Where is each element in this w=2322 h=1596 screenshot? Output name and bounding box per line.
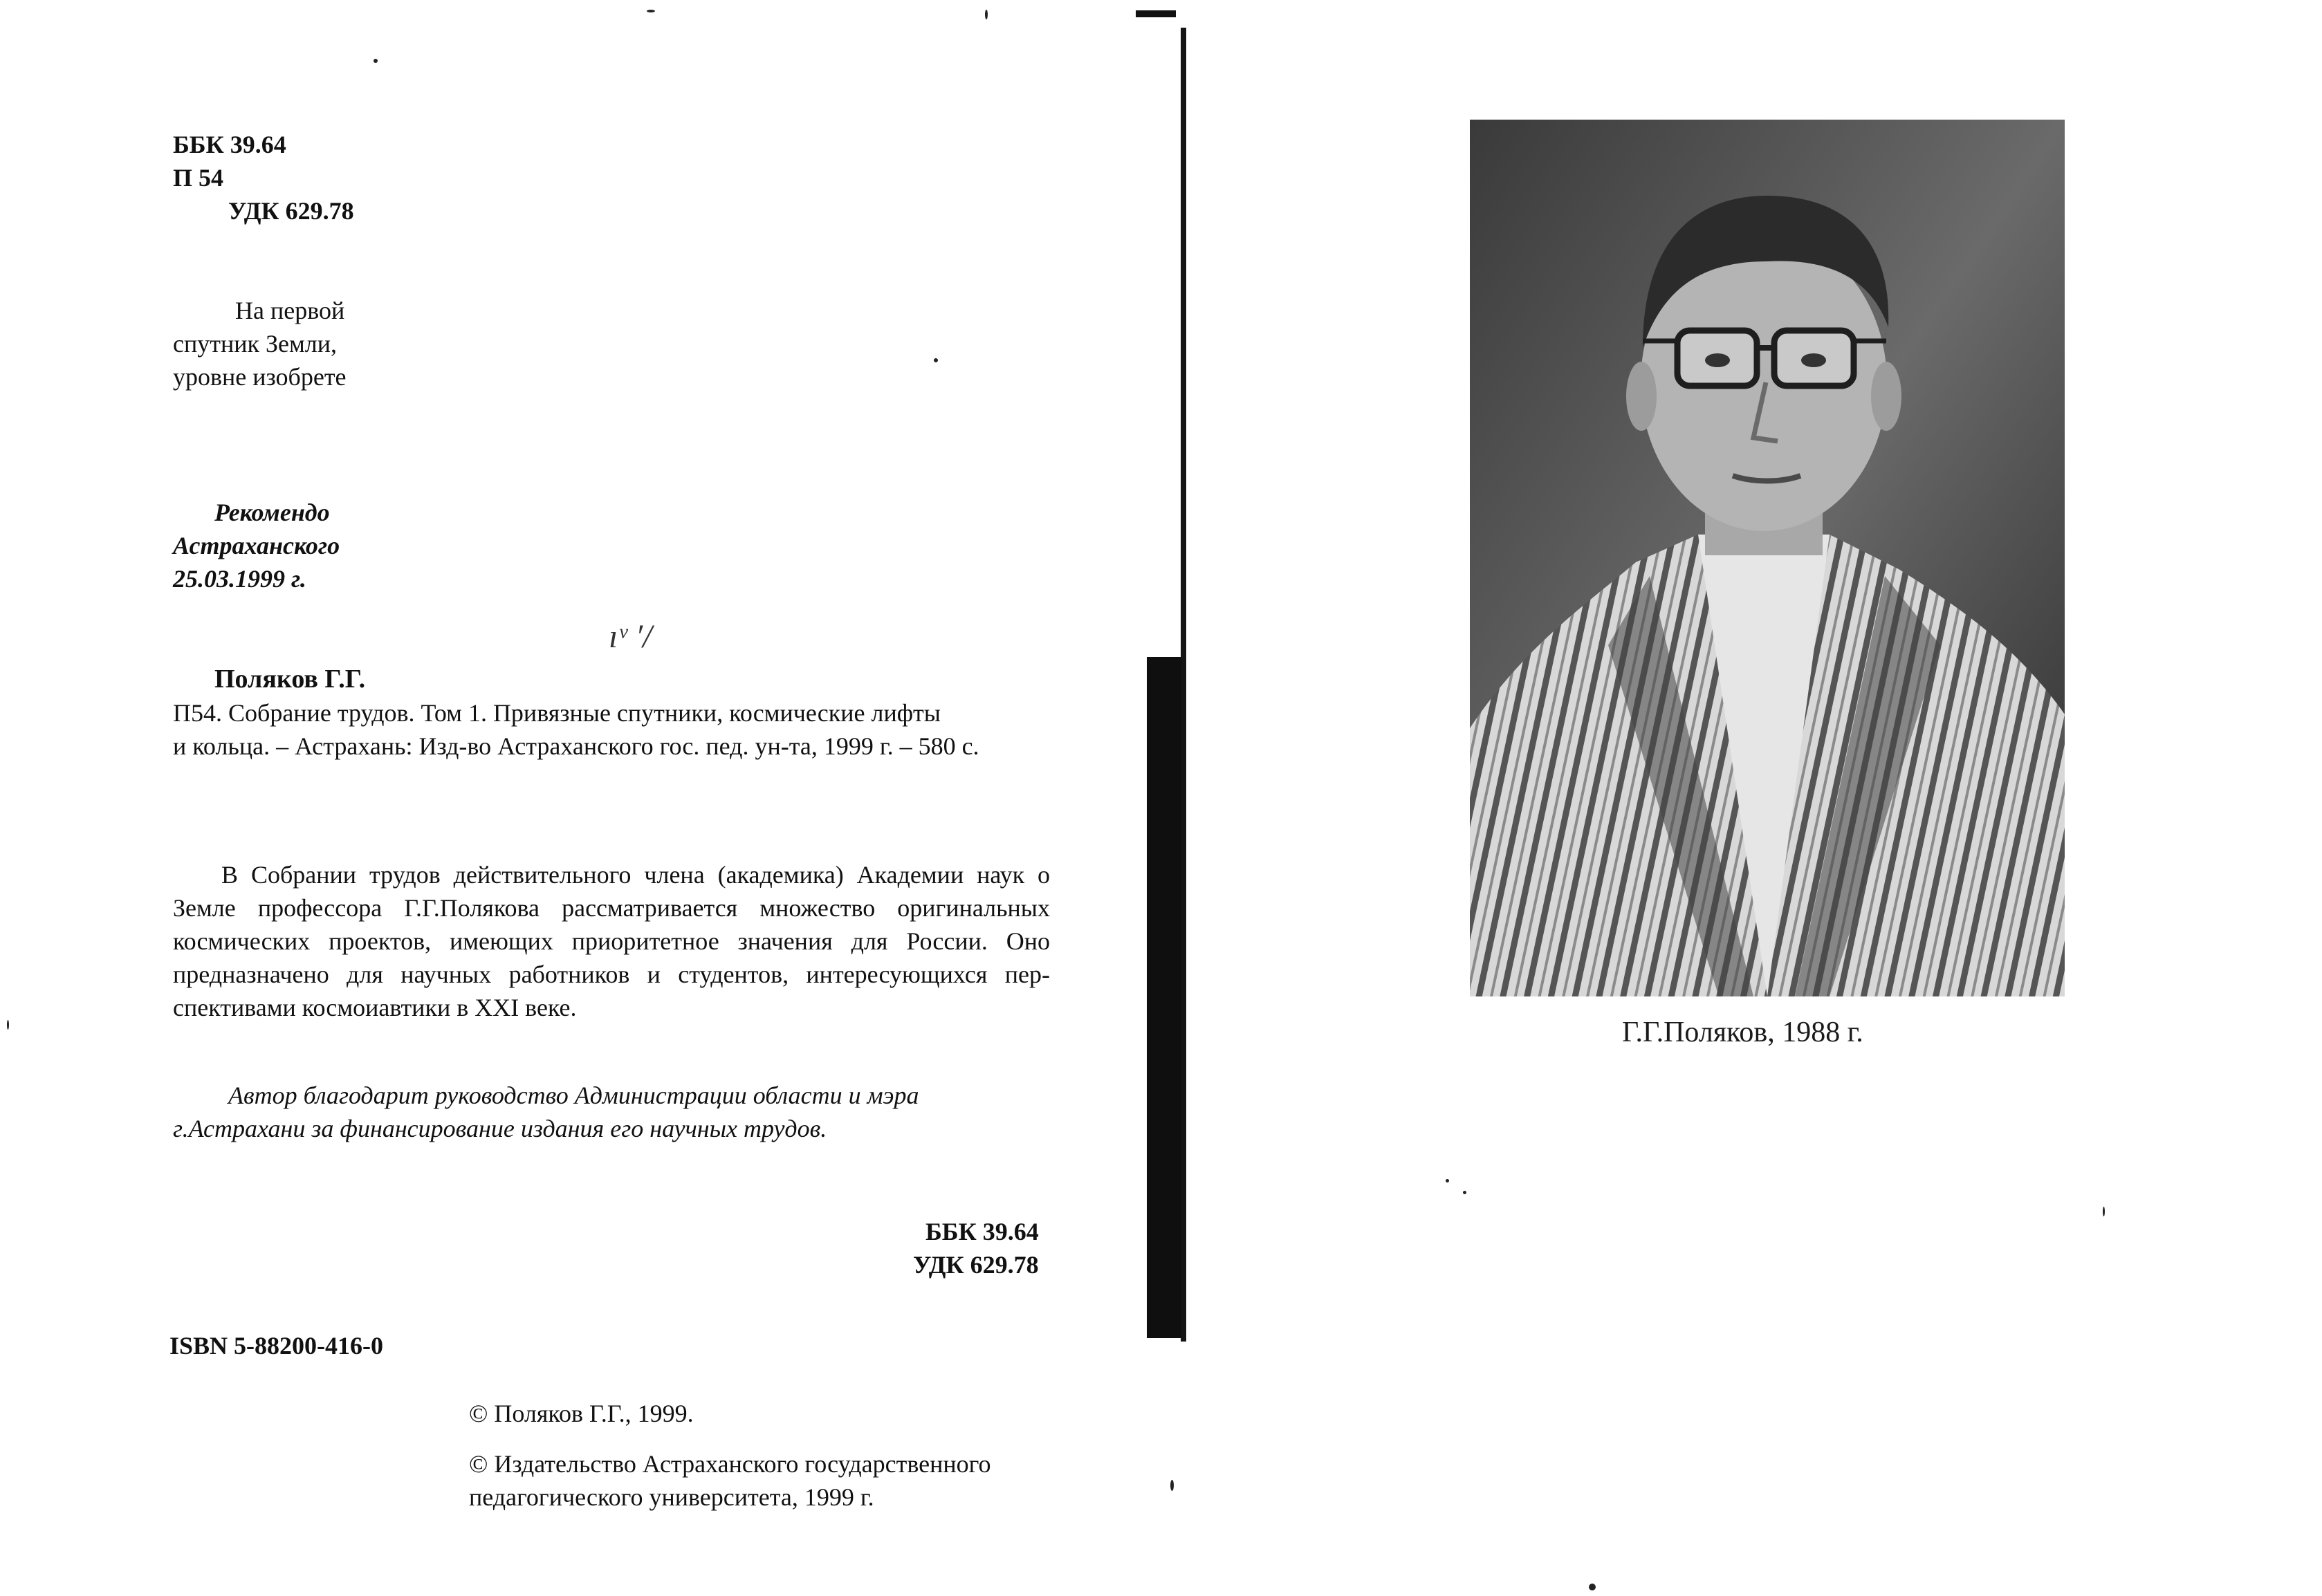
scan-speck — [1589, 1584, 1596, 1590]
scan-speck — [1463, 1191, 1466, 1194]
scan-crop-mask-1 — [371, 273, 454, 391]
page-spine-line — [1181, 28, 1186, 1342]
abstract-line-5: спективами космоиавтики в XXI веке. — [173, 994, 577, 1021]
scan-speck — [374, 59, 378, 63]
abstract-line-4: предназначено для научных работников и студентов, интересующихся пер- — [173, 961, 1050, 988]
scan-speck — [934, 358, 938, 362]
abstract-line-2: Земле профессора Г.Г.Полякова рассматривается множество оригинальных — [173, 894, 1050, 922]
author-heading: Поляков Г.Г. — [214, 665, 366, 694]
scan-speck — [985, 10, 988, 19]
udk-code-top: УДК 629.78 — [228, 197, 354, 225]
abstract-line-3: космических проектов, имеющих приоритетное значения для России. Оно — [173, 927, 1050, 955]
recommendation-date: 25.03.1999 г. — [173, 565, 306, 593]
citation-line-2: и кольца. – Астрахань: Изд-во Астраханского гос. пед. ун-та, 1999 г. – 580 с. — [173, 732, 979, 760]
handwritten-mark: ıᵛ ′/ — [609, 618, 652, 655]
scan-speck — [1446, 1179, 1449, 1182]
scan-speck — [7, 1020, 9, 1030]
thanks-line-1: Автор благодарит руководство Администрации области и мэра — [228, 1082, 919, 1109]
cover-note-line-1: На первой — [235, 297, 345, 324]
cover-note-line-2: спутник Земли, — [173, 330, 338, 358]
copyright-publisher-line-1: © Издательство Астраханского государственного — [469, 1450, 991, 1478]
thanks-line-2: г.Астрахани за финансирование издания его научных трудов. — [173, 1115, 827, 1142]
scan-crop-mask-2 — [375, 488, 458, 570]
spine-mark-top — [1136, 10, 1176, 17]
photo-caption: Г.Г.Поляков, 1988 г. — [1622, 1017, 1863, 1048]
recommendation-line-1: Рекомендо — [214, 499, 330, 526]
portrait-photo-icon — [1470, 120, 2065, 996]
scan-speck — [2103, 1207, 2105, 1216]
citation-line-1: П54. Собрание трудов. Том 1. Привязные спутники, космические лифты — [173, 699, 941, 727]
udk-code-bottom: УДК 629.78 — [913, 1251, 1039, 1279]
page-spine-shadow — [1147, 657, 1181, 1338]
bbk-code-bottom: ББК 39.64 — [925, 1218, 1039, 1245]
cover-note-line-3: уровне изобрете — [173, 363, 347, 391]
index-code: П 54 — [173, 164, 224, 192]
scan-speck — [1170, 1480, 1174, 1491]
copyright-author: © Поляков Г.Г., 1999. — [469, 1400, 694, 1427]
copyright-publisher-line-2: педагогического университета, 1999 г. — [469, 1483, 874, 1511]
scan-speck — [647, 10, 655, 12]
isbn: ISBN 5-88200-416-0 — [169, 1332, 384, 1360]
abstract-line-1: В Собрании трудов действительного члена (академика) Академии наук о — [221, 861, 1050, 889]
portrait-photo — [1470, 120, 2065, 996]
bbk-code-top: ББК 39.64 — [173, 131, 286, 158]
recommendation-line-2: Астраханского — [173, 532, 340, 559]
